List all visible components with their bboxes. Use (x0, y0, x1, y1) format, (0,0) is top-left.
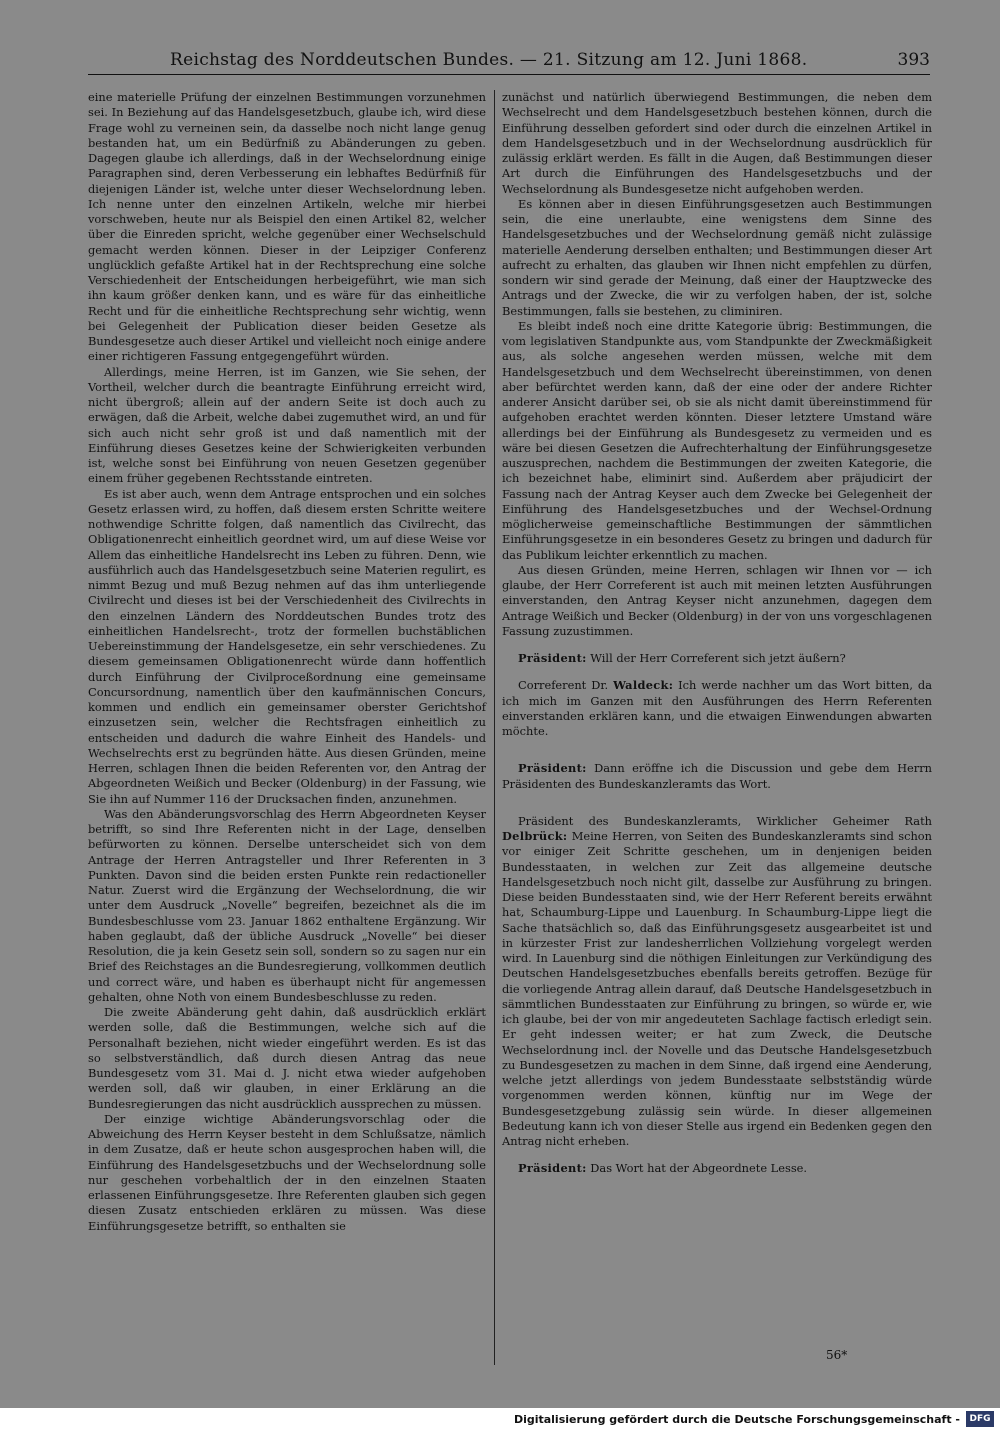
speech-text: Das Wort hat der Abgeordnete Lesse. (586, 1161, 808, 1176)
sheet-signature: 56* (826, 1348, 848, 1362)
speech-correferent (502, 678, 932, 739)
running-header (170, 46, 940, 72)
speech-president (502, 761, 932, 792)
speaker-name: Präsident: (518, 1161, 587, 1176)
header-title: Reichstag des Norddeutschen Bundes. — 21. Sitzung am 12. Juni 1868. (170, 50, 808, 70)
speaker-title: Präsident des Bundeskanzleramts, Wirklicher Geheimer Rath (518, 813, 932, 828)
left-column (88, 90, 486, 1234)
right-column (502, 90, 932, 1177)
funding-notice: Digitalisierung gefördert durch die Deutsche Forschungsgemeinschaft - (513, 1413, 960, 1426)
paragraph: Aus diesen Gründen, meine Herren, schlagen wir Ihnen vor — ich glaube, der Herr Correferent ist auch mit meinen letzten Ausführungen einverstanden, den Antrag Keyser nicht anzunehmen, dagegen dem Antrage Weißich und Becker (Oldenburg) in der von uns vorgeschlagenen Fassung zuzustimmen. (502, 562, 932, 638)
speaker-name: Waldeck: (613, 678, 674, 693)
speaker-name: Präsident: (518, 651, 587, 665)
speech-text: Dann eröffne ich die Discussion und gebe dem Herrn Präsidenten des Bundeskanzleramts das Wort. (502, 761, 932, 791)
paragraph: zunächst und natürlich überwiegend Bestimmungen, die neben dem Wechselrecht und dem Handelsgesetzbuch bestehen können, durch die Einführung desselben gefordert sind oder durch die einzelnen Artikel in dem Handelsgesetzbuch und in der Wechselordnung ausdrücklich für zulässig erklärt werden. Es fällt in die Augen, daß Bestimmungen dieser Art durch die Einführungen des Handelsgesetzbuchs und der Wechselordnung als Bundesgesetze nicht aufgehoben werden. (502, 90, 932, 196)
footer-bar (0, 1408, 1000, 1432)
speaker-title: Correferent Dr. (518, 678, 614, 693)
speaker-name: Präsident: (518, 761, 587, 776)
speech-text: Ich werde nachher um das Wort bitten, da ich mich im Ganzen mit den Ausführungen des Herrn Referenten einverstanden erklären kann, und die etwaigen Einwendungen abwarten möchte. (502, 678, 932, 738)
speech-president (502, 651, 932, 666)
dfg-logo: DFG (966, 1411, 994, 1427)
paragraph: Die zweite Abänderung geht dahin, daß ausdrücklich erklärt werden solle, daß die Bestimmungen, welche sich auf die Personalhaft beziehen, nicht wieder eingeführt werden. Es ist das so selbstverständlich, daß durch diesen Antrag das neue Bundesgesetz vom 31. Mai d. J. nicht etwa wieder aufgehoben werden soll, daß wir glauben, in einer Erklärung an die Bundesregierungen das nicht ausdrücklich aussprechen zu müssen. (88, 1005, 486, 1111)
paragraph: Es können aber in diesen Einführungsgesetzen auch Bestimmungen sein, die eine unerlaubte, eine wenigstens dem Sinne des Handelsgesetzbuches und der Wechselordnung gemäß nicht zulässige materielle Aenderung derselben enthalten; und Bestimmungen dieser Art aufrecht zu erhalten, das glauben wir Ihnen nicht empfehlen zu dürfen, sondern wir sind gerade der Meinung, daß einer der Hauptzwecke des Antrags und der Zwecke, die wir zu verfolgen haben, der ist, solche Bestimmungen, falls sie bestehen, zu climiniren. (502, 196, 932, 318)
speaker-name: Delbrück: (502, 829, 568, 843)
speech-delbrueck (502, 814, 932, 1150)
page-number: 393 (897, 50, 930, 70)
speech-president (502, 1161, 932, 1176)
paragraph: Es ist aber auch, wenn dem Antrage entsprochen und ein solches Gesetz erlassen wird, zu hoffen, daß diesem ersten Schritte weitere nothwendige Schritte folgen, daß namentlich das Civilrecht, das Obligationenrecht einheitlich geordnet wird, um auf diese Weise vor Allem das einheitliche Handelsrecht ins Leben zu führen. Denn, wie ausführlich auch das Handelsgesetzbuch seine Materien regulirt, es nimmt Bezug und muß Bezug nehmen auf das ihm unterliegende Civilrecht und dieses ist bei der Verschiedenheit des Civilrechts in den einzelnen Ländern des Norddeutschen Bundes trotz des einheitlichen Handelsrecht-, trotz der formellen buchstäblichen Uebereinstimmung der Handelsgesetze, ein sehr verschiedenes. Zu diesem gemeinsamen Obligationenrecht würde dann hoffentlich durch Einführung der Civilproceßordnung eine gemeinsame Concursordnung, namentlich über den kaufmännischen Concurs, kommen und endlich ein gemeinsamer oberster Gerichtshof einzusetzen sein, welcher die Rechtsfragen einheitlich zu entscheiden und dadurch die wahre Einheit des Handels- und Wechselrechts erst zu begründen hätte. Aus diesen Gründen, meine Herren, schlagen Ihnen die beiden Referenten vor, den Antrag der Abgeordneten Weißich und Becker (Oldenburg) in der Fassung, wie Sie ihn auf Nummer 116 der Drucksachen finden, anzunehmen. (88, 486, 486, 806)
paragraph: Es bleibt indeß noch eine dritte Kategorie übrig: Bestimmungen, die vom legislativen Standpunkte aus, vom Standpunkte der Zweckmäßigkeit aus, als solche angesehen werden müssen, welche mit dem Handelsgesetzbuch und dem Wechselrecht übereinstimmen, von denen aber befürchtet werden kann, daß der eine oder der andere Richter anderer Ansicht darüber sei, ob sie als nicht damit übereinstimmend für aufgehoben erachtet werden könnten. Dieser letztere Umstand wäre allerdings bei der Einführung als Bundesgesetz zu vermeiden und es wäre bei diesen Gesetzen die Aufrechterhaltung der Einführungsgesetze auszusprechen, nachdem die Bestimmungen der zweiten Kategorie, die ich bezeichnet habe, eliminirt sind. Außerdem aber präjudicirt der Fassung nach der Antrag Keyser auch dem Zwecke bei Gelegenheit der Einführung des Handelsgesetzbuches und der Wechsel-Ordnung möglicherweise gemeinschaftliche Bestimmungen der sämmtlichen Einführungsgesetze in ein besonderes Gesetz zu bringen und dadurch für das Publikum leichter erkenntlich zu machen. (502, 318, 932, 562)
speech-text: Will der Herr Correferent sich jetzt äußern? (586, 651, 846, 665)
speech-text: Meine Herren, von Seiten des Bundeskanzleramts sind schon vor einiger Zeit Schritte geschehen, um in denjenigen beiden Bundesstaaten, in welchen zur Zeit das allgemeine deutsche Handelsgesetzbuch noch nicht gilt, dasselbe zur Ausführung zu bringen. Diese beiden Bundesstaaten sind, wie der Herr Referent bereits erwähnt hat, Schaumburg-Lippe und Lauenburg. In Schaumburg-Lippe liegt die Sache thatsächlich so, daß das Einführungsgesetz ausgearbeitet ist und in kürzester Frist zur landesherrlichen Vollziehung vorgelegt werden wird. In Lauenburg sind die nöthigen Einleitungen zur Verkündigung des Deutschen Handelsgesetzbuches ebenfalls bereits getroffen. Bezüge für die vorliegende Antrag allein darauf, daß Deutsche Handelsgesetzbuch in sämmtlichen Bundesstaaten zur Einführung zu bringen, so würde er, wie ich glaube, bei der von mir angedeuteten Sachlage factisch erledigt sein. Er geht indessen weiter; er hat zum Zweck, die Deutsche Wechselordnung incl. der Novelle und das Deutsche Handelsgesetzbuch zu Bundesgesetzen zu machen in dem Sinne, daß irgend eine Aenderung, welche jetzt allerdings von jedem Bundesstaate selbstständig würde vorgenommen werden können, künftig nur im Wege der Bundesgesetzgebung zulässig sein würde. In dieser allgemeinen Bedeutung kann ich von dieser Stelle aus irgend ein Bedenken gegen den Antrag nicht erheben. (502, 829, 932, 1148)
paragraph: Allerdings, meine Herren, ist im Ganzen, wie Sie sehen, der Vortheil, welcher durch die beantragte Einführung erreicht wird, nicht übergroß; allein auf der andern Seite ist doch auch zu erwägen, daß die Arbeit, welche dabei zugemuthet wird, an und für sich auch nicht sehr groß ist und daß namentlich mit der Einführung dieses Gesetzes keine der Schwierigkeiten verbunden ist, welche sonst bei Einführung von neuen Gesetzen gegenüber einem früher gegebenen Rechtsstande eintreten. (88, 364, 486, 486)
paragraph: Was den Abänderungsvorschlag des Herrn Abgeordneten Keyser betrifft, so sind Ihre Referenten nicht in der Lage, denselben befürworten zu können. Derselbe unterscheidet sich von dem Antrage der Herren Antragsteller und Ihrer Referenten in 3 Punkten. Davon sind die beiden ersten Punkte rein redactioneller Natur. Zuerst wird die Ergänzung der Wechselordnung, die wir unter dem Ausdruck „Novelle“ begreifen, bezeichnet als die im Bundesbeschlusse vom 23. Januar 1862 enthaltene Ergänzung. Wir haben geglaubt, daß der übliche Ausdruck „Novelle“ bei dieser Resolution, die ja kein Gesetz sein soll, sondern so zu sagen nur ein Brief des Reichstages an die Bundesregierung, vollkommen deutlich und correct wäre, und haben es überhaupt nicht für angemessen gehalten, ohne Noth von einem Bundesbeschlusse zu reden. (88, 806, 486, 1004)
header-rule (88, 74, 930, 75)
paragraph: eine materielle Prüfung der einzelnen Bestimmungen vorzunehmen sei. In Beziehung auf das Handelsgesetzbuch, glaube ich, wird diese Frage wohl zu verneinen sein, da dasselbe noch nicht lange genug bestanden hat, um ein Bedürfniß zu Abänderungen zu geben. Dagegen glaube ich allerdings, daß in der Wechselordnung einige Paragraphen sind, deren Verbesserung ein lebhaftes Bedürfniß für diejenigen Länder ist, welche unter dieser Wechselordnung leben. Ich nenne unter den einzelnen Artikeln, welche mir hierbei vorschweben, heute nur als Beispiel den einen Artikel 82, welcher über die Einreden spricht, welche gegenüber einer Wechselschuld gemacht werden können. Dieser in der Leipziger Conferenz unglücklich gefaßte Artikel hat in der Rechtsprechung eine solche Verschiedenheit der Entscheidungen herbeigeführt, wie man sich ihn kaum größer denken kann, und es wäre für das einheitliche Recht und für die einheitliche Rechtsprechung sehr wichtig, wenn bei Gelegenheit der Publication dieser beiden Gesetze als Bundesgesetze auch dieser Artikel und vielleicht noch einige andere einer richtigeren Fassung entgegengeführt würden. (88, 90, 486, 364)
column-divider (494, 90, 495, 1365)
paragraph: Der einzige wichtige Abänderungsvorschlag oder die Abweichung des Herrn Keyser besteht in dem Schlußsatze, nämlich in dem Zusatze, daß er heute schon ausgesprochen haben will, die Einführung des Handelsgesetzbuchs und der Wechselordnung solle nur geschehen vorbehaltlich der in den einzelnen Staaten erlassenen Einführungsgesetze. Ihre Referenten glauben sich gegen diesen Zusatz entschieden erklären zu müssen. Was diese Einführungsgesetze betrifft, so enthalten sie (88, 1111, 486, 1233)
